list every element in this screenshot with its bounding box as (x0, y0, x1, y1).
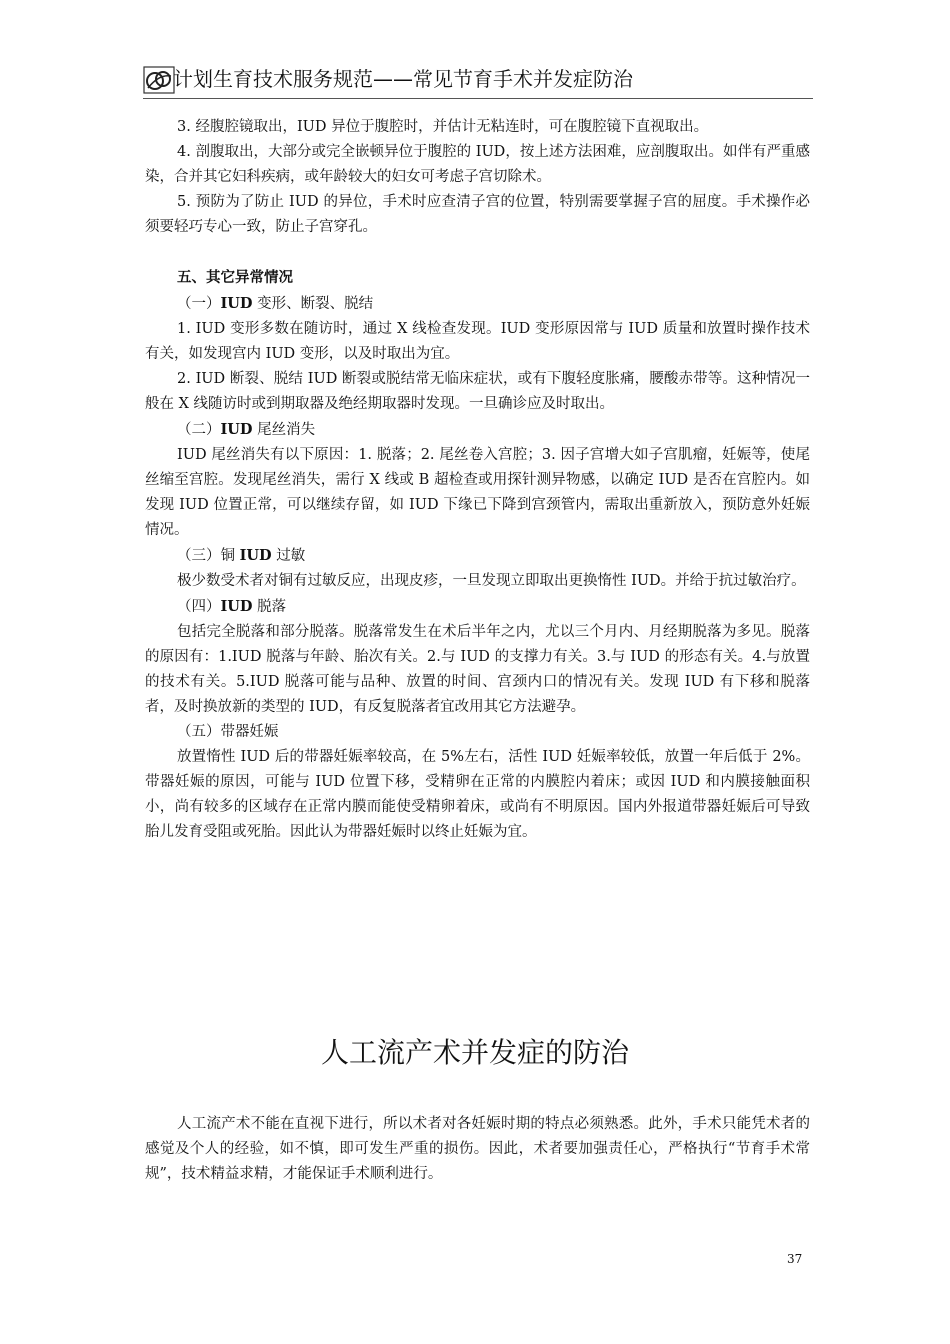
page-body (145, 115, 810, 845)
subsection-heading (145, 291, 810, 317)
subsection-prefix: （一） (177, 296, 221, 312)
paragraph: 5. 预防为了防止 IUD 的异位，手术时应查清子宫的位置，特别需要掌握子宫的屈度。手术操作必须要轻巧专心一致，防止子宫穿孔。 (145, 194, 810, 235)
subsection-prefix: （四） (177, 599, 221, 615)
subsection-bold: IUD (220, 295, 253, 312)
page-number: 37 (787, 1252, 803, 1266)
chapter-title: 人工流产术并发症的防治 (320, 1036, 629, 1069)
family-planning-logo-icon (143, 66, 175, 94)
paragraph: IUD 尾丝消失有以下原因：1. 脱落；2. 尾丝卷入宫腔；3. 因子宫增大如子宫肌瘤，妊娠等，使尾丝缩至宫腔。发现尾丝消失，需行 X 线或 B 超检查或用探针测异物感，以确定 IUD 是否在宫腔内。如发现 IUD 位置正常，可以继续存留，如 IUD 下缘已下降到宫颈管内，需取出重新放入，预防意外妊娠情况。 (145, 447, 810, 538)
paragraph: 2. IUD 断裂、脱结 IUD 断裂或脱结常无临床症状，或有下腹轻度胀痛，腰酸赤带等。这种情况一般在 X 线随访时或到期取器及绝经期取器时发现。一旦确诊应及时取出。 (145, 371, 810, 412)
subsection-rest: 变形、断裂、脱结 (252, 296, 374, 312)
paragraph: 1. IUD 变形多数在随访时，通过 X 线检查发现。IUD 变形原因常与 IUD 质量和放置时操作技术有关，如发现宫内 IUD 变形，以及时取出为宜。 (145, 321, 810, 362)
subsection-rest: 过敏 (271, 548, 306, 564)
chapter-intro (145, 1112, 810, 1187)
subsection-bold: IUD (220, 421, 253, 438)
page-header (143, 64, 813, 99)
subsection-prefix: （三）铜 (177, 548, 240, 564)
paragraph: 包括完全脱落和部分脱落。脱落常发生在术后半年之内，尤以三个月内、月经期脱落为多见。脱落的原因有：1.IUD 脱落与年龄、胎次有关。2.与 IUD 的支撑力有关。3.与 IUD 的形态有关。4.与放置的技术有关。5.IUD 脱落可能与品种、放置的时间、宫颈内口的情况有关。发现 IUD 有下移和脱落者，及时换放新的类型的 IUD，有反复脱落者宜改用其它方法避孕。 (145, 624, 810, 715)
subsection-heading (145, 543, 810, 569)
paragraph: 极少数受术者对铜有过敏反应，出现皮疹，一旦发现立即取出更换惰性 IUD。并给于抗过敏治疗。 (177, 573, 806, 589)
paragraph: 4. 剖腹取出，大部分或完全嵌顿异位于腹腔的 IUD，按上述方法困难，应剖腹取出。如伴有严重感染，合并其它妇科疾病，或年龄较大的妇女可考虑子宫切除术。 (145, 144, 810, 185)
paragraph: 放置惰性 IUD 后的带器妊娠率较高，在 5%左右，活性 IUD 妊娠率较低，放置一年后低于 2%。带器妊娠的原因，可能与 IUD 位置下移，受精卵在正常的内膜腔内着床；或因 IUD 和内膜接触面积小，尚有较多的区域存在正常内膜而能使受精卵着床，或尚有不明原因。国内外报道带器妊娠后可导致胎儿发育受阻或死胎。因此认为带器妊娠时以终止妊娠为宜。 (145, 749, 810, 840)
header-title: 计划生育技术服务规范——常见节育手术并发症防治 (173, 67, 633, 91)
paragraph: 3. 经腹腔镜取出，IUD 异位于腹腔时，并估计无粘连时，可在腹腔镜下直视取出。 (177, 119, 709, 135)
section-heading-text: 五、其它异常情况 (177, 269, 293, 286)
subsection-heading: （五）带器妊娠 (177, 724, 279, 740)
subsection-heading (145, 594, 810, 620)
paragraph: 人工流产术不能在直视下进行，所以术者对各妊娠时期的特点必须熟悉。此外，手术只能凭术者的感觉及个人的经验，如不慎，即可发生严重的损伤。因此，术者要加强责任心，严格执行“节育手术常规”，技术精益求精，才能保证手术顺利进行。 (145, 1116, 810, 1182)
subsection-bold: IUD (239, 547, 272, 564)
subsection-bold: IUD (220, 598, 253, 615)
subsection-prefix: （二） (177, 422, 221, 438)
section-heading (145, 265, 810, 291)
subsection-rest: 脱落 (252, 599, 287, 615)
subsection-heading (145, 417, 810, 443)
subsection-rest: 尾丝消失 (252, 422, 316, 438)
